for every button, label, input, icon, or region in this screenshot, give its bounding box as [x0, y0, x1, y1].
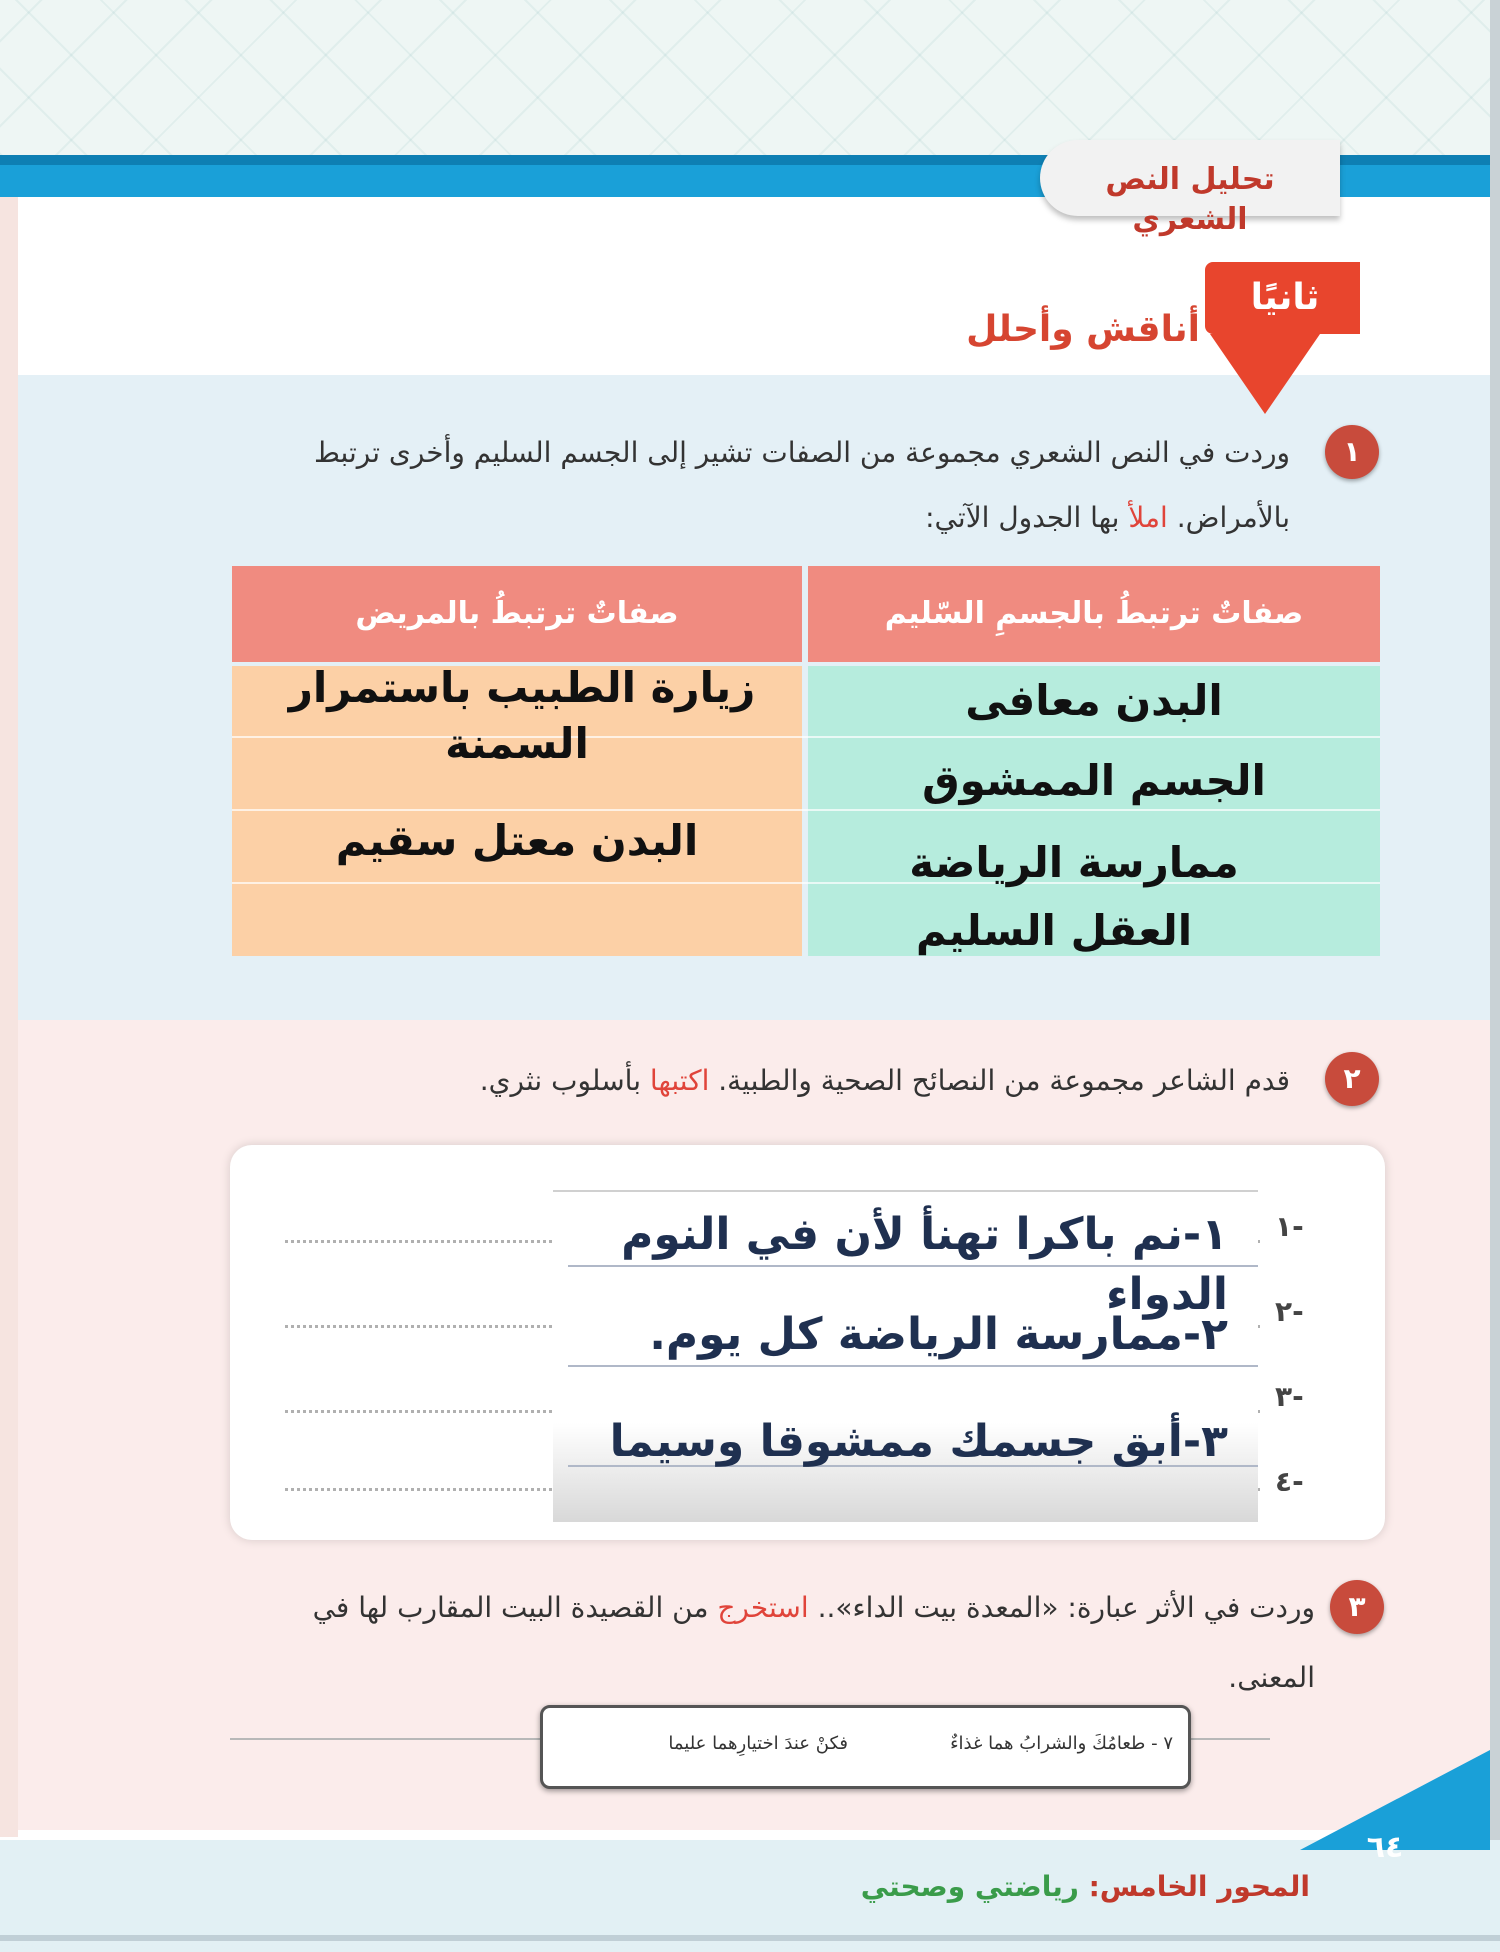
- advice-answer[interactable]: ٢-ممارسة الرياضة كل يوم.: [649, 1309, 1228, 1360]
- question-text-part: من القصيدة البيت المقارب لها في: [312, 1591, 709, 1624]
- traits-table: [232, 566, 1380, 956]
- lesson-title: تحليل النص الشعري: [1105, 162, 1275, 237]
- page-number: ٦٤: [1366, 1830, 1404, 1865]
- table-cell[interactable]: السمنة: [445, 719, 589, 768]
- section-number: ثانيًا: [1250, 277, 1320, 318]
- table-cell[interactable]: ممارسة الرياضة: [909, 838, 1239, 887]
- advice-answer[interactable]: ٣-أبق جسمك ممشوقا وسيما: [609, 1416, 1228, 1467]
- quote-hemistich-first: ٧ - طعامُكَ والشرابُ هما غذاءٌ: [950, 1733, 1173, 1754]
- question-text-part: وردت في الأثر عبارة: «المعدة بيت الداء»..: [817, 1591, 1315, 1624]
- question-text-line2: [700, 485, 1290, 551]
- footer-line: [0, 1935, 1500, 1941]
- question-text-part: بها الجدول الآتي:: [925, 501, 1120, 534]
- quote-hemistich-second: فكنْ عندَ اختيارِهما عليما: [668, 1733, 848, 1754]
- table-cell[interactable]: العقل السليم: [915, 906, 1193, 955]
- footer-unit-title: [860, 1870, 1310, 1914]
- question-text-part: بأسلوب نثري.: [479, 1064, 641, 1097]
- line-number: ٢-: [1275, 1295, 1304, 1328]
- table-cell[interactable]: الجسم الممشوق: [922, 756, 1266, 805]
- question-number-badge: ٣: [1330, 1580, 1384, 1634]
- advice-answer[interactable]: ١-نم باكرا تهنأ لأن في النوم الدواء: [621, 1209, 1228, 1320]
- line-number: ٣-: [1275, 1380, 1304, 1413]
- question-number-badge: ١: [1325, 425, 1379, 479]
- question-number-badge: ٢: [1325, 1052, 1379, 1106]
- question-text-line2: المعنى.: [1228, 1661, 1315, 1694]
- table-header-healthy: صفاتٌ ترتبطُ بالجسمِ السّليم: [808, 566, 1380, 662]
- question-text-part: قدم الشاعر مجموعة من النصائح الصحية والطبية.: [718, 1064, 1290, 1097]
- table-cell[interactable]: البدن معتل سقيم: [335, 816, 699, 865]
- header-pattern: [0, 0, 1500, 155]
- answer-underline: [568, 1365, 1258, 1367]
- table-cell[interactable]: زيارة الطبيب باستمرار: [288, 663, 756, 712]
- ribbon-arrow-icon: [1210, 334, 1320, 414]
- instruction-verb: اكتبها: [649, 1064, 710, 1097]
- footer-topic: رياضتي وصحتي: [860, 1870, 1079, 1903]
- question-text: وردت في النص الشعري مجموعة من الصفات تشير إلى الجسم السليم وأخرى ترتبط: [313, 436, 1290, 469]
- section-title: أناقش وأحلل: [966, 309, 1200, 350]
- table-cell[interactable]: البدن معافى: [965, 676, 1223, 725]
- instruction-verb: استخرج: [717, 1591, 809, 1624]
- quote-box: [540, 1705, 1191, 1789]
- instruction-verb: املأ: [1128, 501, 1168, 534]
- page-left-edge: [0, 197, 18, 1837]
- line-number: ٤-: [1275, 1465, 1304, 1498]
- page-right-edge: [1490, 0, 1500, 1952]
- table-header-sick: صفاتٌ ترتبطُ بالمريض: [232, 566, 802, 662]
- line-number: ١-: [1275, 1210, 1304, 1243]
- question-text: [360, 1048, 1290, 1114]
- question-text-part: بالأمراض.: [1176, 501, 1290, 534]
- footer-unit: المحور الخامس:: [1088, 1870, 1310, 1903]
- question-text: [220, 1575, 1315, 1641]
